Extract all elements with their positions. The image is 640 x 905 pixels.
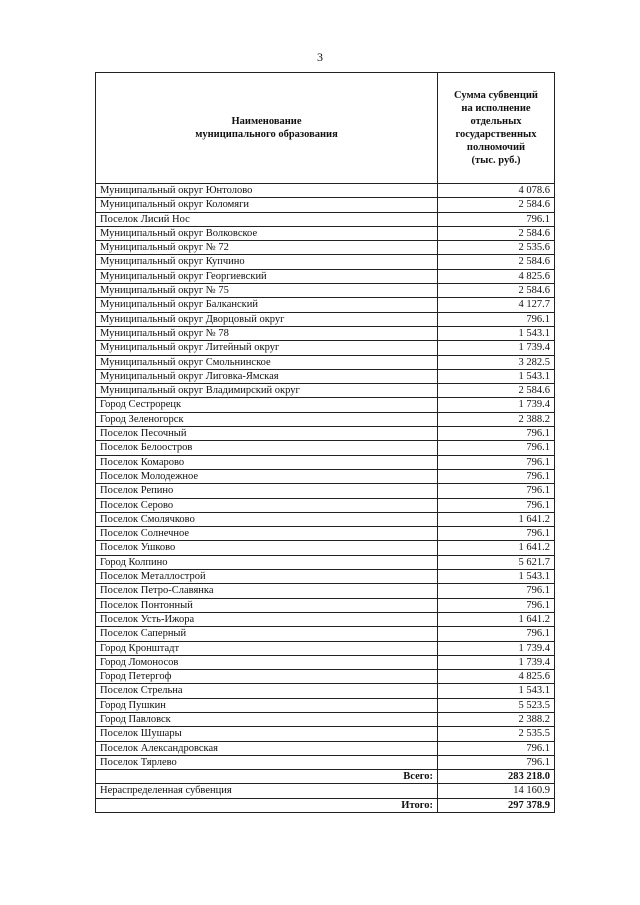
- table-row: [96, 684, 555, 698]
- header-sum-line: отдельных: [470, 116, 522, 127]
- row-name: Муниципальный округ Владимирский округ: [96, 384, 438, 398]
- row-sum: 4 825.6: [438, 670, 555, 684]
- row-name: Город Зеленогорск: [96, 412, 438, 426]
- row-sum: 796.1: [438, 627, 555, 641]
- row-sum: 796.1: [438, 484, 555, 498]
- table-row: [96, 570, 555, 584]
- row-sum: 2 535.6: [438, 241, 555, 255]
- header-sum-line: на исполнение: [461, 103, 531, 114]
- table-row: [96, 598, 555, 612]
- table-row: [96, 212, 555, 226]
- row-name: Город Сестрорецк: [96, 398, 438, 412]
- row-sum: 2 535.5: [438, 727, 555, 741]
- row-sum: 1 543.1: [438, 369, 555, 383]
- row-sum: 796.1: [438, 455, 555, 469]
- row-sum: 1 641.2: [438, 512, 555, 526]
- row-name: Поселок Саперный: [96, 627, 438, 641]
- unallocated-label: Нераспределенная субвенция: [96, 784, 438, 798]
- row-sum: 796.1: [438, 469, 555, 483]
- row-name: Поселок Усть-Ижора: [96, 612, 438, 626]
- row-name: Поселок Репино: [96, 484, 438, 498]
- table-row: [96, 641, 555, 655]
- row-sum: 4 078.6: [438, 184, 555, 198]
- row-sum: 1 739.4: [438, 341, 555, 355]
- row-name: Поселок Понтонный: [96, 598, 438, 612]
- table-row: [96, 341, 555, 355]
- row-name: Муниципальный округ Литейный округ: [96, 341, 438, 355]
- row-sum: 4 825.6: [438, 269, 555, 283]
- table-row: [96, 455, 555, 469]
- header-name-column: [96, 73, 438, 184]
- row-sum: 796.1: [438, 584, 555, 598]
- page-number: 3: [317, 50, 323, 64]
- row-sum: 796.1: [438, 527, 555, 541]
- row-name: Муниципальный округ Юнтолово: [96, 184, 438, 198]
- row-sum: 796.1: [438, 441, 555, 455]
- total-row: [96, 770, 555, 784]
- row-name: Поселок Ушково: [96, 541, 438, 555]
- row-sum: 2 584.6: [438, 384, 555, 398]
- table-header-row: [96, 73, 555, 184]
- row-name: Поселок Стрельна: [96, 684, 438, 698]
- row-name: Город Пушкин: [96, 698, 438, 712]
- row-sum: 4 127.7: [438, 298, 555, 312]
- table-row: [96, 369, 555, 383]
- row-name: Муниципальный округ № 75: [96, 284, 438, 298]
- table-row: [96, 584, 555, 598]
- row-name: Поселок Смолячково: [96, 512, 438, 526]
- row-name: Поселок Металлострой: [96, 570, 438, 584]
- row-name: Поселок Петро-Славянка: [96, 584, 438, 598]
- table-row: [96, 226, 555, 240]
- header-sum-line: государственных: [455, 129, 537, 140]
- row-sum: 796.1: [438, 427, 555, 441]
- header-sum-line: (тыс. руб.): [471, 155, 521, 166]
- unallocated-row: [96, 784, 555, 798]
- header-sum-line: полномочий: [466, 142, 526, 153]
- row-name: Муниципальный округ Балканский: [96, 298, 438, 312]
- row-sum: 5 523.5: [438, 698, 555, 712]
- table-row: [96, 512, 555, 526]
- table-row: [96, 755, 555, 769]
- row-name: Муниципальный округ Георгиевский: [96, 269, 438, 283]
- table-row: [96, 541, 555, 555]
- row-name: Поселок Молодежное: [96, 469, 438, 483]
- row-name: Муниципальный округ Купчино: [96, 255, 438, 269]
- row-sum: 1 543.1: [438, 326, 555, 340]
- row-sum: 796.1: [438, 741, 555, 755]
- row-name: Поселок Тярлево: [96, 755, 438, 769]
- table-row: [96, 484, 555, 498]
- table-row: [96, 427, 555, 441]
- table-row: [96, 198, 555, 212]
- header-sum-line: Сумма субвенций: [454, 90, 538, 101]
- row-name: Муниципальный округ Дворцовый округ: [96, 312, 438, 326]
- table-row: [96, 498, 555, 512]
- row-name: Муниципальный округ Смольнинское: [96, 355, 438, 369]
- table-row: [96, 298, 555, 312]
- row-sum: 1 641.2: [438, 612, 555, 626]
- total-sum: 283 218.0: [438, 770, 555, 784]
- table-row: [96, 312, 555, 326]
- table-body: [96, 184, 555, 770]
- table-row: [96, 184, 555, 198]
- unallocated-sum: 14 160.9: [438, 784, 555, 798]
- table-row: [96, 355, 555, 369]
- table-row: [96, 670, 555, 684]
- grand-total-sum: 297 378.9: [438, 798, 555, 812]
- table-row: [96, 469, 555, 483]
- row-sum: 1 739.4: [438, 641, 555, 655]
- header-name-line: Наименование: [231, 116, 302, 127]
- row-name: Город Колпино: [96, 555, 438, 569]
- row-name: Поселок Песочный: [96, 427, 438, 441]
- row-sum: 796.1: [438, 755, 555, 769]
- table-row: [96, 555, 555, 569]
- row-sum: 1 739.4: [438, 398, 555, 412]
- row-sum: 796.1: [438, 598, 555, 612]
- header-name-line: муниципального образования: [195, 129, 338, 140]
- row-name: Поселок Белоостров: [96, 441, 438, 455]
- table-row: [96, 527, 555, 541]
- row-name: Поселок Александровская: [96, 741, 438, 755]
- row-name: Муниципальный округ Коломяги: [96, 198, 438, 212]
- table-row: [96, 698, 555, 712]
- table-row: [96, 269, 555, 283]
- row-name: Город Ломоносов: [96, 655, 438, 669]
- row-name: Город Павловск: [96, 712, 438, 726]
- table-row: [96, 398, 555, 412]
- table-row: [96, 241, 555, 255]
- row-sum: 796.1: [438, 498, 555, 512]
- row-sum: 1 543.1: [438, 570, 555, 584]
- table-row: [96, 655, 555, 669]
- row-name: Муниципальный округ № 78: [96, 326, 438, 340]
- grand-total-label: Итого:: [96, 798, 438, 812]
- row-name: Муниципальный округ Лиговка-Ямская: [96, 369, 438, 383]
- table-row: [96, 712, 555, 726]
- row-sum: 3 282.5: [438, 355, 555, 369]
- subvention-table: [95, 72, 555, 813]
- row-name: Город Кронштадт: [96, 641, 438, 655]
- row-sum: 796.1: [438, 312, 555, 326]
- row-sum: 1 739.4: [438, 655, 555, 669]
- row-name: Муниципальный округ № 72: [96, 241, 438, 255]
- row-name: Муниципальный округ Волковское: [96, 226, 438, 240]
- row-name: Поселок Лисий Нос: [96, 212, 438, 226]
- table-row: [96, 741, 555, 755]
- row-sum: 2 584.6: [438, 198, 555, 212]
- table-row: [96, 727, 555, 741]
- row-sum: 1 641.2: [438, 541, 555, 555]
- row-sum: 2 584.6: [438, 284, 555, 298]
- total-label: Всего:: [96, 770, 438, 784]
- row-sum: 2 584.6: [438, 255, 555, 269]
- table-row: [96, 326, 555, 340]
- row-sum: 1 543.1: [438, 684, 555, 698]
- row-name: Поселок Комарово: [96, 455, 438, 469]
- table-row: [96, 284, 555, 298]
- table-row: [96, 612, 555, 626]
- table-row: [96, 412, 555, 426]
- row-name: Поселок Солнечное: [96, 527, 438, 541]
- table-row: [96, 627, 555, 641]
- row-name: Поселок Шушары: [96, 727, 438, 741]
- table-row: [96, 384, 555, 398]
- row-name: Поселок Серово: [96, 498, 438, 512]
- grand-total-row: [96, 798, 555, 812]
- header-sum-column: [438, 73, 555, 184]
- table-row: [96, 441, 555, 455]
- row-sum: 2 388.2: [438, 712, 555, 726]
- row-sum: 796.1: [438, 212, 555, 226]
- row-sum: 5 621.7: [438, 555, 555, 569]
- row-name: Город Петергоф: [96, 670, 438, 684]
- table-row: [96, 255, 555, 269]
- row-sum: 2 388.2: [438, 412, 555, 426]
- row-sum: 2 584.6: [438, 226, 555, 240]
